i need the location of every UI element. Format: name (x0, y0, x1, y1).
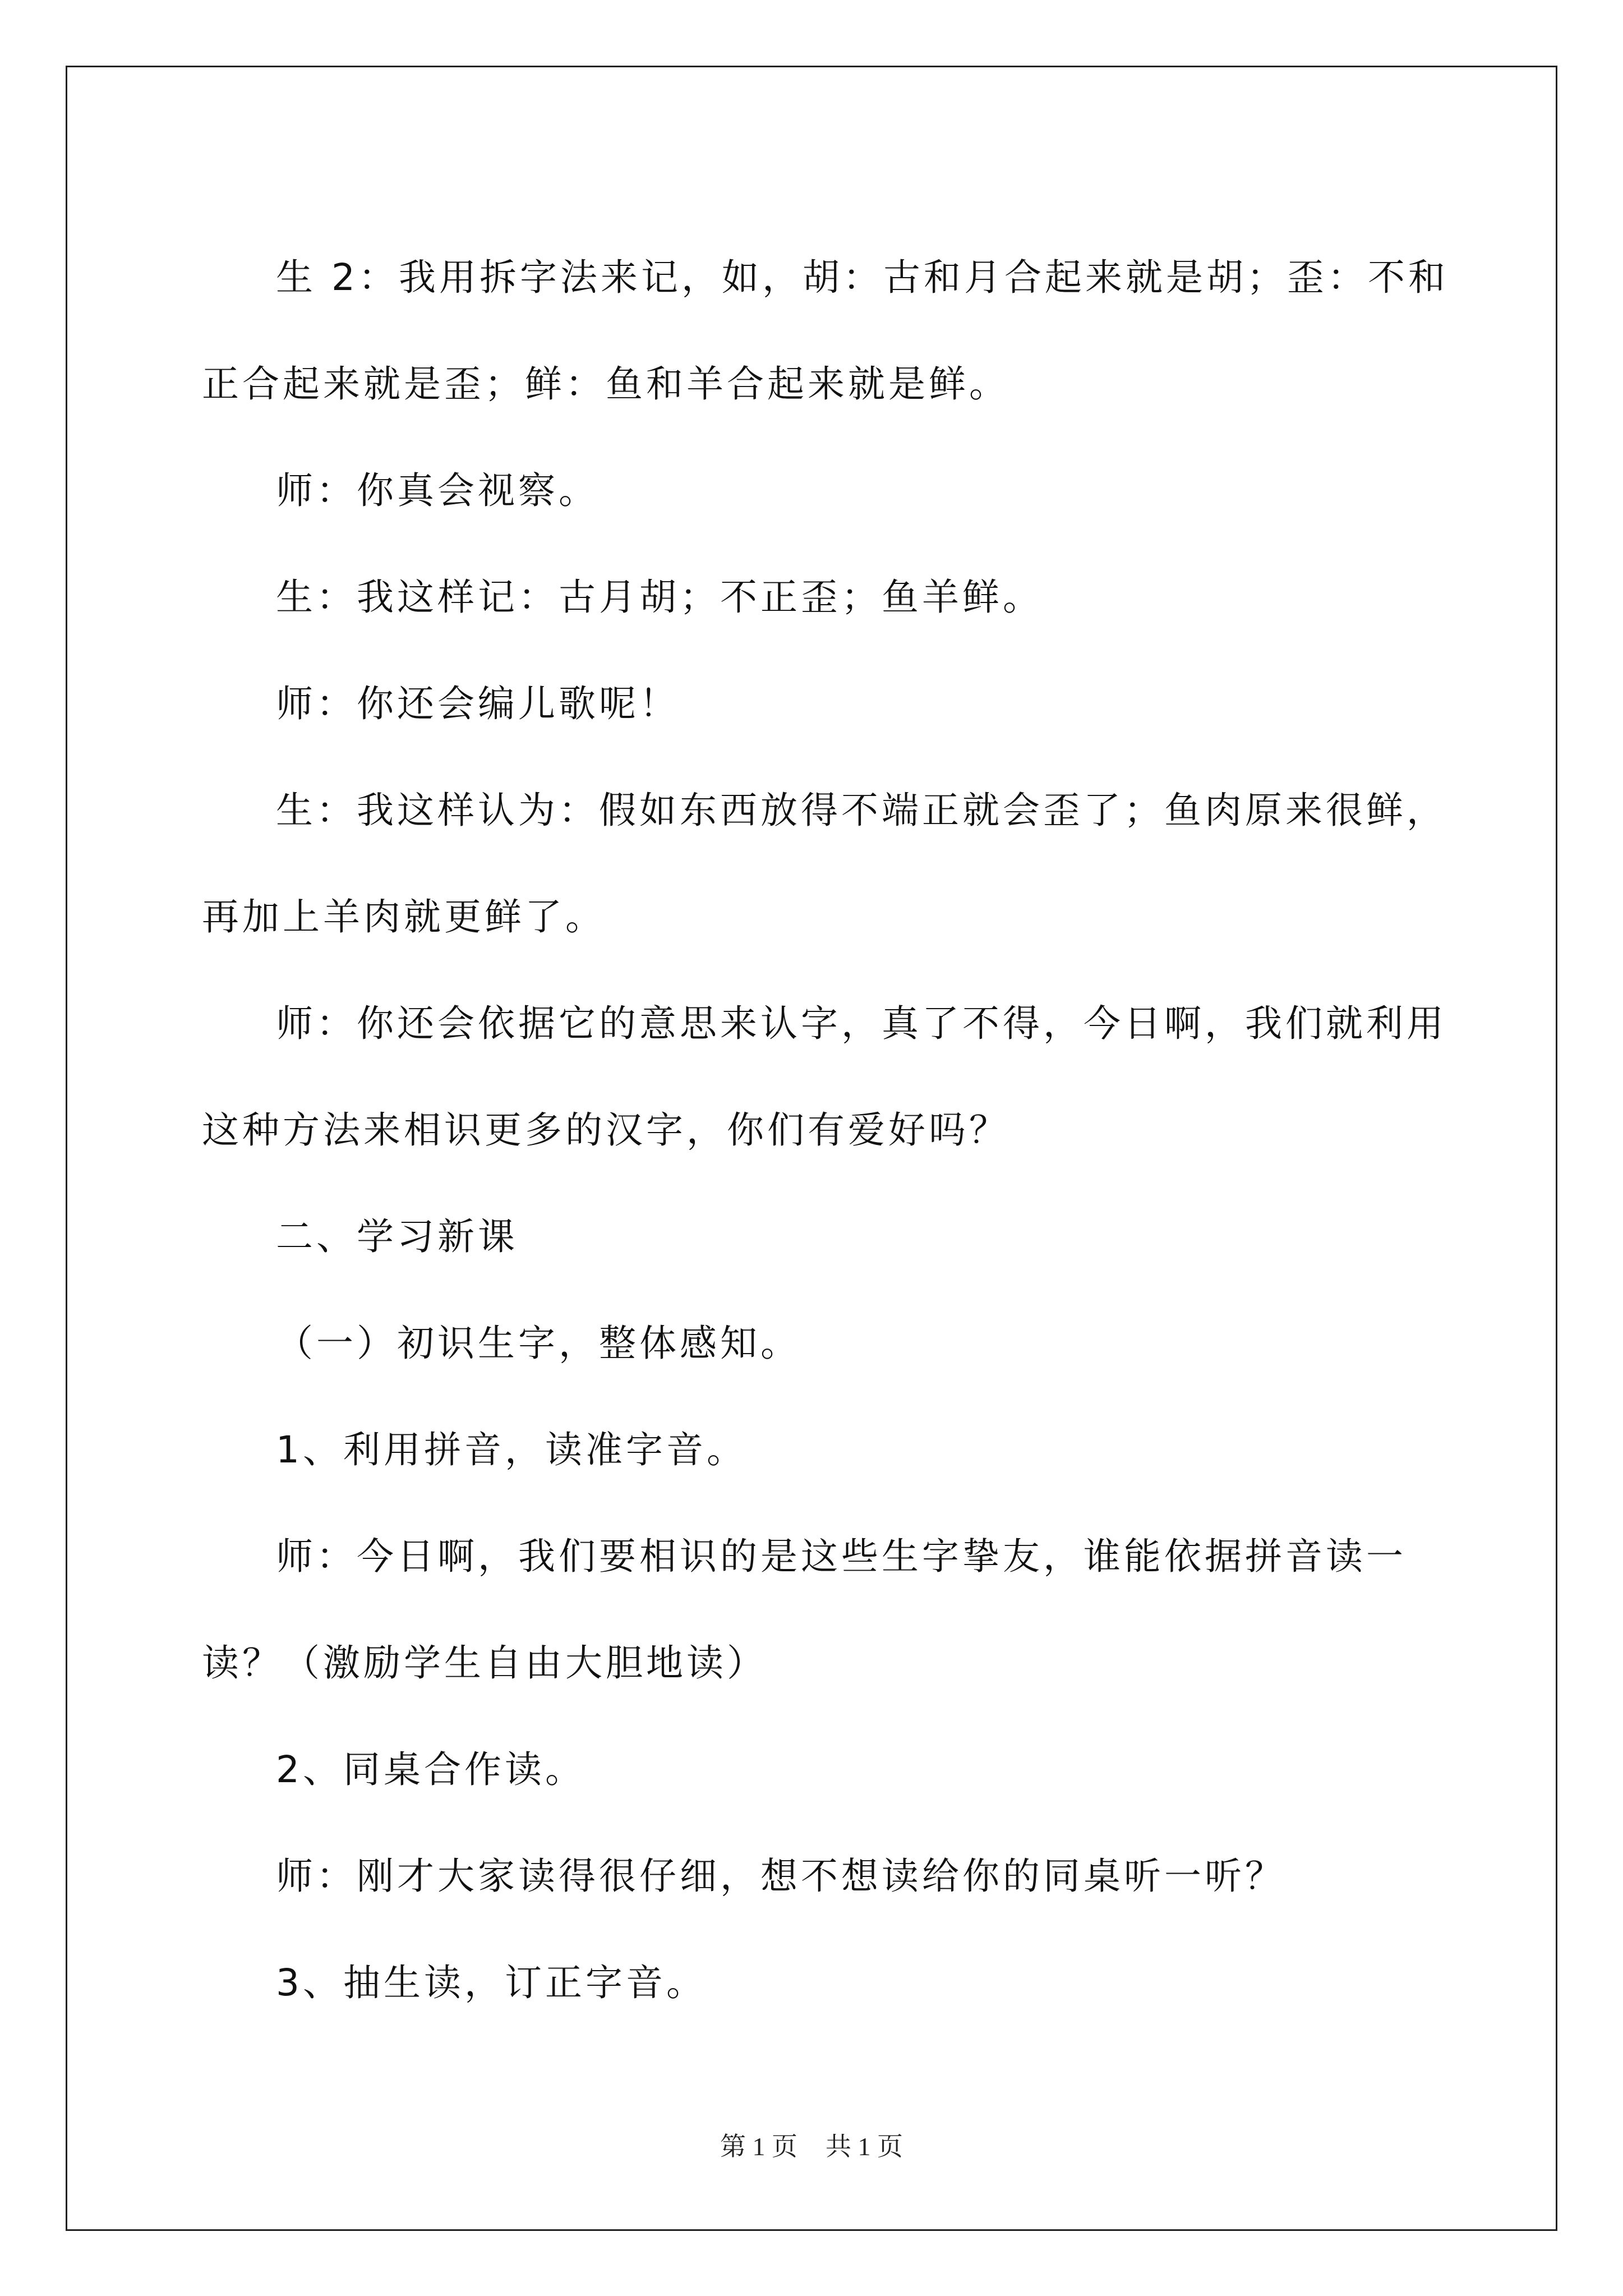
document-body (202, 224, 1486, 2036)
step-heading: 1、利用拼音，读准字音。 (276, 1428, 747, 1471)
paragraph: 师：你还会依据它的意思来认字，真了不得，今日啊，我们就利用这种方法来相识更多的汉字，你们有爱好吗？ (202, 1002, 1447, 1152)
paragraph: 师：你真会视察。 (276, 469, 599, 512)
page-total: 共 1 页 (826, 2132, 903, 2161)
paragraph: 师：今日啊，我们要相识的是这些生字挚友，谁能依据拼音读一读？（激励学生自由大胆地读） (202, 1535, 1407, 1685)
step-heading: 2、同桌合作读。 (276, 1748, 585, 1791)
step-heading: 3、抽生读，订正字音。 (276, 1961, 707, 2004)
section-heading: 二、学习新课 (276, 1215, 518, 1258)
paragraph: 生 2：我用拆字法来记，如，胡：古和月合起来就是胡；歪：不和正合起来就是歪；鲜：鱼和羊合起来就是鲜。 (202, 256, 1449, 406)
paragraph: 生：我这样认为：假如东西放得不端正就会歪了；鱼肉原来很鲜，再加上羊肉就更鲜了。 (202, 789, 1447, 938)
paragraph: 师：你还会编儿歌呢！ (276, 682, 680, 725)
page-footer (0, 2126, 1623, 2163)
subsection-heading: （一）初识生字，整体感知。 (276, 1322, 801, 1365)
paragraph: 师：刚才大家读得很仔细，想不想读给你的同桌听一听？ (276, 1855, 1285, 1898)
page-number: 第 1 页 (720, 2132, 797, 2161)
paragraph: 生：我这样记：古月胡；不正歪；鱼羊鲜。 (276, 576, 1043, 619)
